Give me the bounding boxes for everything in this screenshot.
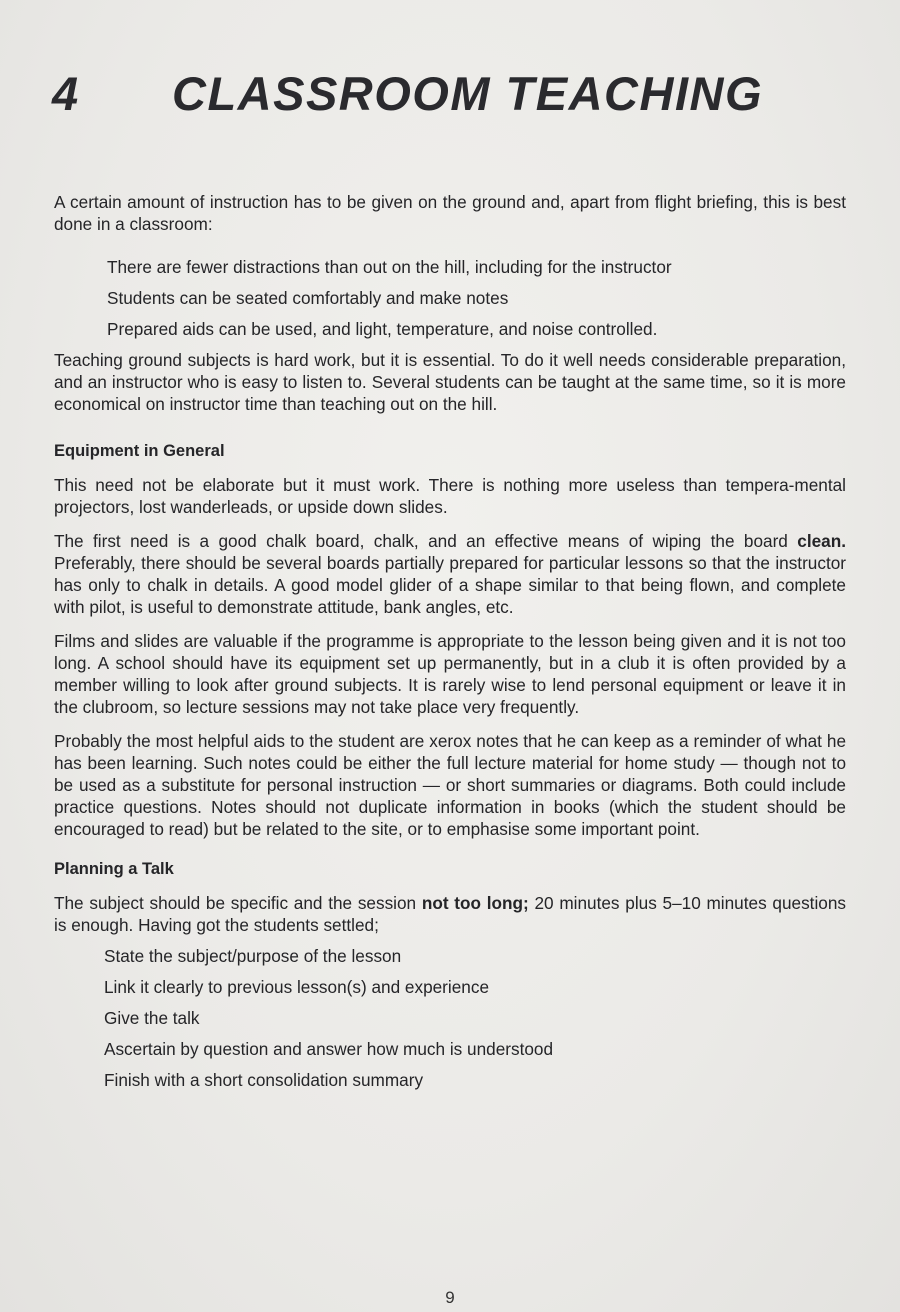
emphasis-text: not too long; [421, 893, 529, 913]
chapter-title [52, 66, 852, 122]
paragraph-text: 20 minutes plus 5–10 minutes questions is enough. Having got the students settled; [54, 893, 846, 935]
equipment-paragraph-2 [54, 530, 846, 618]
chapter-number: 4 [52, 67, 80, 120]
intro-paragraph: A certain amount of instruction has to be given on the ground and, apart from flight briefing, this is best done in a classroom: [54, 192, 846, 234]
equipment-paragraph-4: Probably the most helpful aids to the student are xerox notes that he can keep as a reminder of what he has been learning. Such notes could be either the full lecture material for home study — though not to be used as a substitute for personal instruction — or short summaries or diagrams. Both could include practice questions. Notes should not duplicate information in books (which the student should be encouraged to read) but be related to the site, or to emphasise some important point. [54, 731, 846, 839]
list-item: Link it clearly to previous lesson(s) and experience [104, 977, 489, 997]
reason-item: There are fewer distractions than out on the hill, including for the instructor [107, 257, 672, 277]
emphasis-text: clean. [797, 531, 846, 551]
list-item: State the subject/purpose of the lesson [104, 946, 402, 966]
talk-steps-list [104, 945, 846, 1091]
chapter-title-text: CLASSROOM TEACHING [172, 67, 763, 120]
reason-item: Prepared aids can be used, and light, temperature, and noise controlled. [107, 319, 658, 339]
equipment-paragraph-3: Films and slides are valuable if the programme is appropriate to the lesson being given and it is not too long. A school should have its equipment set up permanently, but in a club it is often provided by a member willing to look after ground subjects. It is rarely wise to lend personal equipment or leave it in the clubroom, so lecture sessions may not take place very frequently. [54, 631, 846, 717]
section-heading-planning: Planning a Talk [54, 860, 174, 878]
chapter-body [54, 191, 846, 1100]
paragraph-text: Preferably, there should be several boards partially prepared for particular lessons so that the instructor has only to chalk in details. A good model glider of a shape similar to that being flown, and complete with pilot, is useful to demonstrate attitude, bank angles, etc. [54, 553, 846, 617]
paragraph-text: The first need is a good chalk board, chalk, and an effective means of wiping the board [54, 531, 788, 551]
list-item: Give the talk [104, 1008, 200, 1028]
reason-item: Students can be seated comfortably and make notes [107, 288, 509, 308]
page-number: 9 [445, 1288, 455, 1307]
list-item: Finish with a short consolidation summary [104, 1070, 424, 1090]
equipment-paragraph-1: This need not be elaborate but it must work. There is nothing more useless than tempera-mental projectors, lost wanderleads, or upside down slides. [54, 475, 846, 517]
paragraph-text: The subject should be specific and the session [54, 893, 417, 913]
planning-paragraph [54, 892, 846, 936]
teaching-paragraph: Teaching ground subjects is hard work, but it is essential. To do it well needs considerable preparation, and an instructor who is easy to listen to. Several students can be taught at the same time, so it is more economical on instructor time than teaching out on the hill. [54, 350, 846, 414]
list-item: Ascertain by question and answer how much is understood [104, 1039, 554, 1059]
section-heading-equipment: Equipment in General [54, 442, 225, 460]
